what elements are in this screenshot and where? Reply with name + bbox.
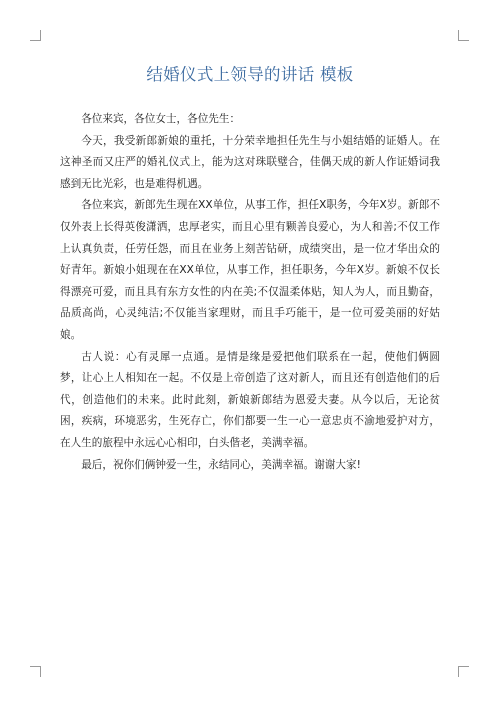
crop-mark-top-right xyxy=(458,30,469,41)
crop-mark-bottom-left xyxy=(30,666,41,677)
paragraph-blessing: 古人说：心有灵犀一点通。是情是缘是爱把他们联系在一起，使他们俩圆梦，让心上人相知在一起。不仅是上帝创造了这对新人，而且还有创造他们的后代，创造他们的未来。此时此刻，新娘新郎结为恩爱夫妻。从今以后，无论贫困，疾病，环境恶劣，生死存亡，你们都要一生一心一意忠贞不渝地爱护对方，在人生的旅程中永远心心相印，白头偕老，美满幸福。 xyxy=(60,350,440,449)
paragraph-closing: 最后，祝你们俩钟爱一生，永结同心，美满幸福。谢谢大家! xyxy=(81,458,361,471)
paragraph-greeting: 各位来宾，各位女士，各位先生： xyxy=(81,113,241,125)
crop-mark-bottom-right xyxy=(458,666,469,677)
document-body xyxy=(60,109,440,476)
document-title: 结婚仪式上领导的讲话 模板 xyxy=(146,65,354,84)
paragraph-introduction: 今天，我受新郎新娘的重托，十分荣幸地担任先生与小姐结婚的证婚人。在这神圣而又庄严的婚礼仪式上，能为这对珠联璧合，佳偶天成的新人作证婚词我感到无比光彩，也是难得机遇。 xyxy=(60,134,440,190)
crop-mark-top-left xyxy=(30,30,41,41)
paragraph-couple-description: 各位来宾，新郎先生现在XX单位，从事工作，担任X职务，今年X岁。新郎不仅外表上长得英俊潇洒，忠厚老实，而且心里有颗善良爱心，为人和善;不仅工作上认真负责，任劳任怨，而且在业务上刻苦钻研，成绩突出，是一位才华出众的好青年。新娘小姐现在在XX单位，从事工作，担任职务，今年X岁。新娘不仅长得漂亮可爱，而且具有东方女性的内在美;不仅温柔体贴，知人为人，而且勤奋，品质高尚，心灵纯洁;不仅能当家理财，而且手巧能干，是一位可爱美丽的好姑娘。 xyxy=(60,199,440,341)
